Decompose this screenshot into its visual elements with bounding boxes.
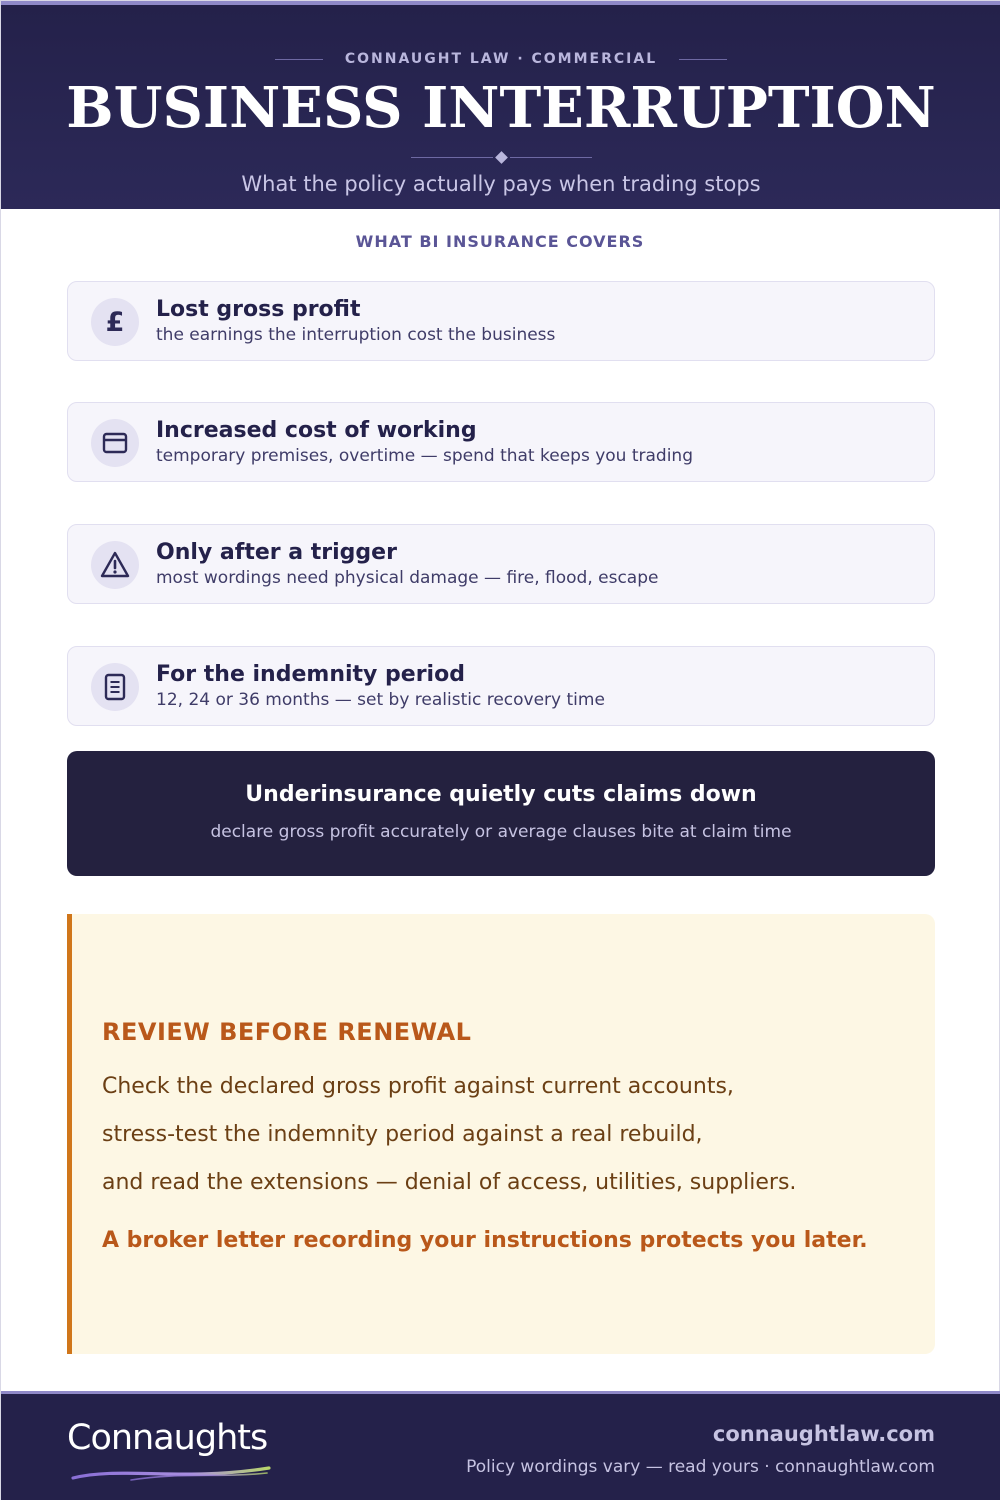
warning-icon bbox=[100, 551, 130, 579]
eyebrow-row bbox=[1, 51, 1000, 67]
document-icon bbox=[103, 673, 127, 701]
eyebrow-rule-left bbox=[275, 59, 323, 60]
eyebrow-text: CONNAUGHT LAW · COMMERCIAL bbox=[344, 51, 658, 67]
section-heading: WHAT BI INSURANCE COVERS bbox=[355, 232, 645, 251]
card-description: temporary premises, overtime — spend that keeps you trading bbox=[156, 446, 693, 466]
coverage-card-trigger bbox=[67, 524, 935, 604]
divider-rule-left bbox=[411, 157, 493, 158]
card-title: Lost gross profit bbox=[156, 297, 361, 322]
page-title: BUSINESS INTERRUPTION bbox=[66, 75, 936, 141]
icon-badge bbox=[91, 298, 139, 346]
connaughts-logo bbox=[67, 1418, 267, 1458]
title-divider bbox=[1, 153, 1000, 162]
review-title: REVIEW BEFORE RENEWAL bbox=[102, 1018, 472, 1046]
window-icon bbox=[102, 430, 128, 456]
callout-text: declare gross profit accurately or average clauses bite at claim time bbox=[210, 822, 792, 842]
footer-website[interactable]: connaughtlaw.com bbox=[712, 1422, 935, 1446]
footer-disclaimer: Policy wordings vary — read yours · connaughtlaw.com bbox=[466, 1457, 935, 1477]
footer bbox=[1, 1391, 1000, 1500]
review-box bbox=[67, 914, 935, 1354]
callout-title: Underinsurance quietly cuts claims down bbox=[245, 782, 757, 807]
pound-icon: £ bbox=[105, 306, 125, 338]
divider-rule-right bbox=[510, 157, 592, 158]
icon-badge bbox=[91, 419, 139, 467]
review-line: Check the declared gross profit against current accounts, bbox=[102, 1074, 734, 1099]
logo-wordmark: Connaughts bbox=[67, 1418, 268, 1458]
swoosh-icon bbox=[71, 1464, 271, 1484]
diamond-icon bbox=[495, 151, 508, 164]
review-line: and read the extensions — denial of access, utilities, suppliers. bbox=[102, 1170, 797, 1195]
coverage-card-lost-gross-profit bbox=[67, 281, 935, 361]
card-description: 12, 24 or 36 months — set by realistic recovery time bbox=[156, 690, 605, 710]
eyebrow-rule-right bbox=[679, 59, 727, 60]
icon-badge bbox=[91, 541, 139, 589]
card-title: Increased cost of working bbox=[156, 418, 477, 443]
page-subtitle: What the policy actually pays when trading stops bbox=[241, 172, 761, 196]
coverage-card-increased-cost bbox=[67, 402, 935, 482]
header-banner bbox=[1, 1, 1000, 209]
coverage-card-indemnity-period bbox=[67, 646, 935, 726]
card-title: For the indemnity period bbox=[156, 662, 465, 687]
card-description: the earnings the interruption cost the business bbox=[156, 325, 556, 345]
underinsurance-callout bbox=[67, 751, 935, 876]
review-line: stress-test the indemnity period against a real rebuild, bbox=[102, 1122, 703, 1147]
card-title: Only after a trigger bbox=[156, 540, 397, 565]
review-emphasis: A broker letter recording your instructions protects you later. bbox=[102, 1228, 868, 1253]
card-description: most wordings need physical damage — fire, flood, escape bbox=[156, 568, 659, 588]
icon-badge bbox=[91, 663, 139, 711]
